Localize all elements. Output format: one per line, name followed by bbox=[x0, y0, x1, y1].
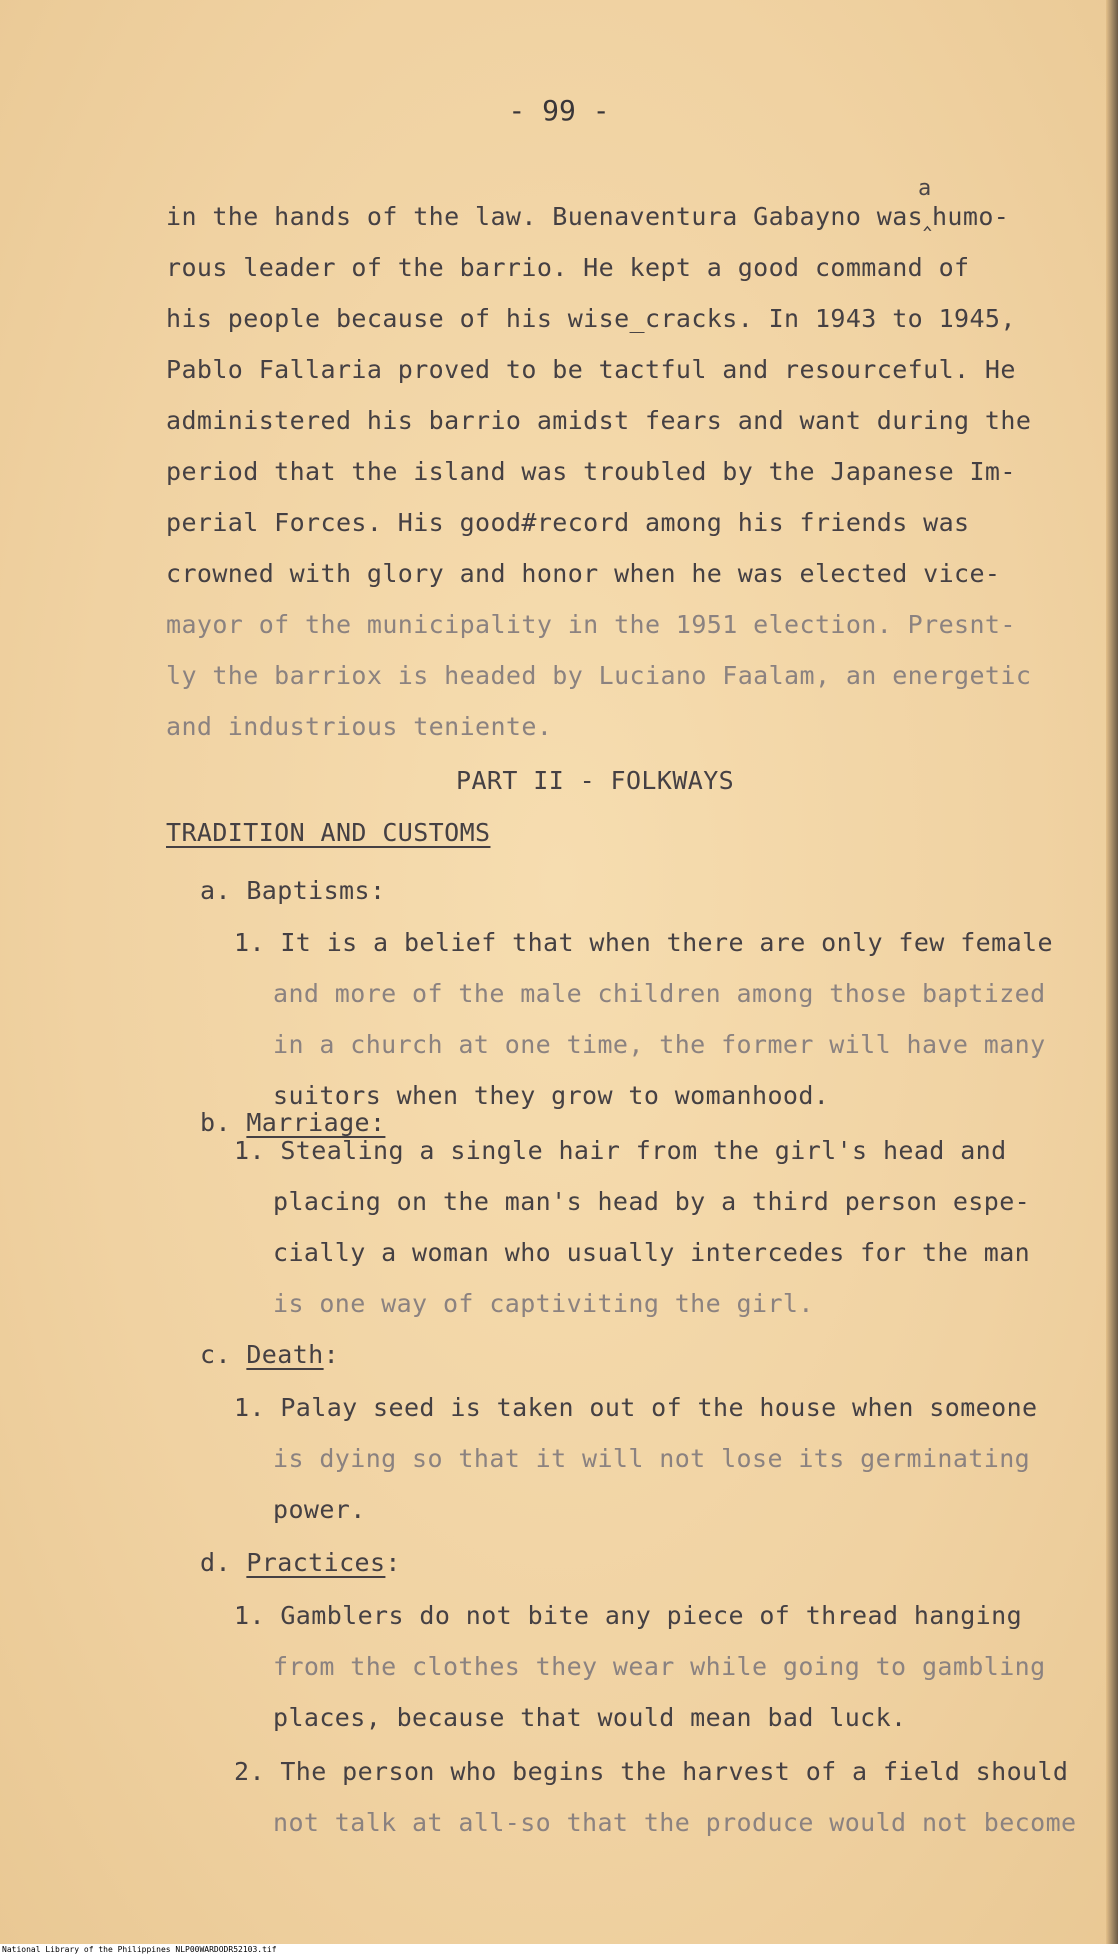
marriage-heading bbox=[200, 1108, 385, 1137]
list-item-line: not talk at all-so that the produce would not become bbox=[273, 1808, 1077, 1837]
list-item-line: from the clothes they wear while going to gambling bbox=[273, 1652, 1046, 1681]
marriage-label: Marriage: bbox=[246, 1108, 386, 1137]
paragraph-line: crowned with glory and honor when he was elected vice- bbox=[166, 559, 1001, 588]
list-item-line: placing on the man's head by a third person espe- bbox=[273, 1187, 1031, 1216]
marriage-prefix: b. bbox=[200, 1108, 247, 1137]
section-heading: TRADITION AND CUSTOMS bbox=[166, 818, 491, 847]
paragraph-line: ly the barriox is headed by Luciano Faalam, an energetic bbox=[166, 661, 1032, 690]
list-item-line: is dying so that it will not lose its germinating bbox=[273, 1444, 1031, 1473]
list-item-line: in a church at one time, the former will have many bbox=[273, 1030, 1046, 1059]
page-number: - 99 - bbox=[508, 94, 610, 127]
death-prefix: c. bbox=[200, 1340, 247, 1369]
practices-suffix: : bbox=[385, 1548, 401, 1577]
paragraph-line: and industrious teniente. bbox=[166, 712, 553, 741]
death-heading bbox=[200, 1340, 339, 1369]
paragraph-line: Pablo Fallaria proved to be tactful and resourceful. He bbox=[166, 355, 1016, 384]
practices-prefix: d. bbox=[200, 1548, 247, 1577]
scan-footer-text: National Library of the Philippines NLP00WARDODR52103.tif bbox=[2, 1945, 277, 1954]
baptisms-label: a. Baptisms: bbox=[200, 876, 386, 905]
list-item-line: 1. Palay seed is taken out of the house when someone bbox=[234, 1393, 1038, 1422]
list-item-line: suitors when they grow to womanhood. bbox=[273, 1081, 830, 1110]
page-edge-shadow bbox=[1106, 0, 1118, 1958]
paragraph-line: perial Forces. His good#record among his friends was bbox=[166, 508, 970, 537]
handwritten-insert-mark: a bbox=[918, 176, 932, 201]
list-item-line: 2. The person who begins the harvest of a field should bbox=[234, 1757, 1069, 1786]
paragraph-line: mayor of the municipality in the 1951 election. Presnt- bbox=[166, 610, 1016, 639]
list-item-line: 1. Stealing a single hair from the girl's head and bbox=[234, 1136, 1007, 1165]
list-item-line: cially a woman who usually intercedes for the man bbox=[273, 1238, 1031, 1267]
paragraph-line: in the hands of the law. Buenaventura Gabayno was‸humo- bbox=[166, 202, 1010, 231]
list-item-line: is one way of captiviting the girl. bbox=[273, 1289, 814, 1318]
paragraph-line: administered his barrio amidst fears and want during the bbox=[166, 406, 1032, 435]
list-item-line: 1. It is a belief that when there are only few female bbox=[234, 928, 1053, 957]
practices-heading bbox=[200, 1548, 401, 1577]
paragraph-line: his people because of his wise_cracks. In 1943 to 1945, bbox=[166, 304, 1016, 333]
list-item-line: 1. Gamblers do not bite any piece of thread hanging bbox=[234, 1601, 1023, 1630]
list-item-line: power. bbox=[273, 1495, 366, 1524]
paragraph-line: period that the island was troubled by the Japanese Im- bbox=[166, 457, 1016, 486]
practices-label: Practices bbox=[246, 1548, 386, 1577]
part-heading: PART II - FOLKWAYS bbox=[456, 766, 735, 795]
list-item-line: places, because that would mean bad luck. bbox=[273, 1703, 907, 1732]
scan-footer bbox=[0, 1944, 1118, 1958]
list-item-line: and more of the male children among those baptized bbox=[273, 979, 1046, 1008]
paragraph-line: rous leader of the barrio. He kept a good command of bbox=[166, 253, 970, 282]
death-label: Death bbox=[246, 1340, 324, 1369]
death-suffix: : bbox=[323, 1340, 340, 1369]
